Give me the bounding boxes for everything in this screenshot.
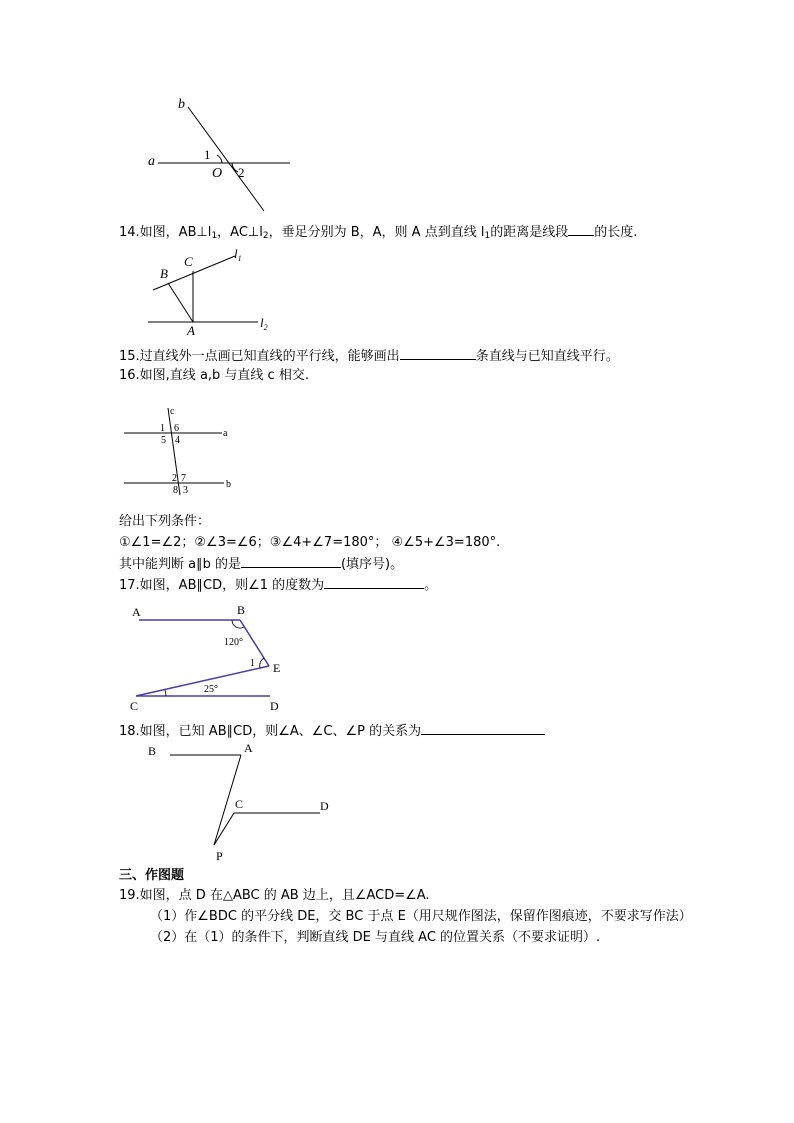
label-C: C: [130, 699, 139, 713]
label-b: B: [160, 266, 168, 281]
figure-q14: [140, 243, 290, 338]
question-16-stem: 16.如图,直线 a,b 与直线 c 相交.: [119, 368, 309, 383]
label-angle-2: 2: [238, 165, 245, 180]
question-19-part-1: （1）作∠BDC 的平分线 DE，交 BC 于点 E（用尺规作图法，保留作图痕迹，不要求写作法）: [150, 909, 692, 924]
label-l2: $l_2$: [260, 315, 268, 332]
label-o: O: [212, 166, 223, 181]
label-angle-120: 120°: [224, 637, 243, 648]
question-14: 14.如图，$AB\perp l_1$，$AC\perp l_2$，垂足分别为 B，A，则 A 点到直线 $l_1$的距离是线段 的长度.: [119, 225, 638, 241]
label-angle-1: 1: [250, 658, 255, 669]
angle-3: 3: [183, 485, 188, 496]
angle-1: 1: [160, 423, 165, 434]
label-c: c: [170, 406, 175, 417]
label-a: a: [223, 428, 228, 439]
figure-q13: [140, 95, 300, 215]
answer-blank-14[interactable]: [568, 223, 594, 236]
figure-q16: [120, 403, 250, 498]
section-3-title: 三、作图题: [119, 868, 185, 883]
question-17: 17.如图，AB∥CD，则∠1 的度数为 。: [119, 578, 438, 593]
angle-4: 4: [175, 435, 180, 446]
label-angle-1: 1: [204, 147, 211, 162]
question-19-stem: 19.如图，点 D 在△ABC 的 AB 边上，且∠ACD=∠A.: [119, 888, 430, 903]
angle-7: 7: [181, 473, 186, 484]
label-A: A: [132, 605, 141, 619]
label-D: D: [270, 699, 279, 713]
figure-q17: [128, 600, 298, 715]
question-18: 18.如图，已知 AB∥CD，则∠A、∠C、∠P 的关系为: [119, 722, 545, 740]
label-D: D: [320, 799, 329, 813]
question-15: 15.过直线外一点画已知直线的平行线，能够画出 条直线与已知直线平行。: [119, 349, 619, 364]
angle-2: 2: [172, 473, 177, 484]
angle-6: 6: [174, 423, 179, 434]
angle-5: 5: [161, 435, 166, 446]
label-C: C: [235, 797, 244, 811]
label-a: a: [148, 154, 155, 169]
label-angle-25: 25°: [204, 684, 218, 695]
question-16-ask: 其中能判断 a∥b 的是 (填序号)。: [119, 557, 404, 572]
label-l1: $l_1$: [234, 246, 242, 263]
label-P: P: [216, 849, 223, 863]
label-B: B: [237, 603, 246, 617]
question-16-conditions: ①∠1=∠2；②∠3=∠6；③∠4+∠7=180°； ④∠5+∠3=180°.: [119, 535, 501, 550]
label-E: E: [273, 661, 281, 675]
label-c: C: [184, 254, 193, 269]
answer-blank-18[interactable]: [421, 722, 545, 735]
figure-q18: [140, 740, 340, 865]
angle-8: 8: [173, 485, 178, 496]
label-b: b: [178, 97, 185, 112]
label-B: B: [148, 744, 157, 758]
question-19-part-2: （2）在（1）的条件下，判断直线 DE 与直线 AC 的位置关系（不要求证明）.: [150, 930, 601, 945]
label-b: b: [226, 479, 231, 490]
label-A: A: [244, 741, 253, 755]
answer-blank-16[interactable]: [241, 555, 341, 568]
label-a: A: [187, 323, 195, 338]
answer-blank-15[interactable]: [400, 347, 476, 360]
answer-blank-17[interactable]: [324, 576, 424, 589]
question-16-conditions-intro: 给出下列条件：: [119, 514, 211, 529]
